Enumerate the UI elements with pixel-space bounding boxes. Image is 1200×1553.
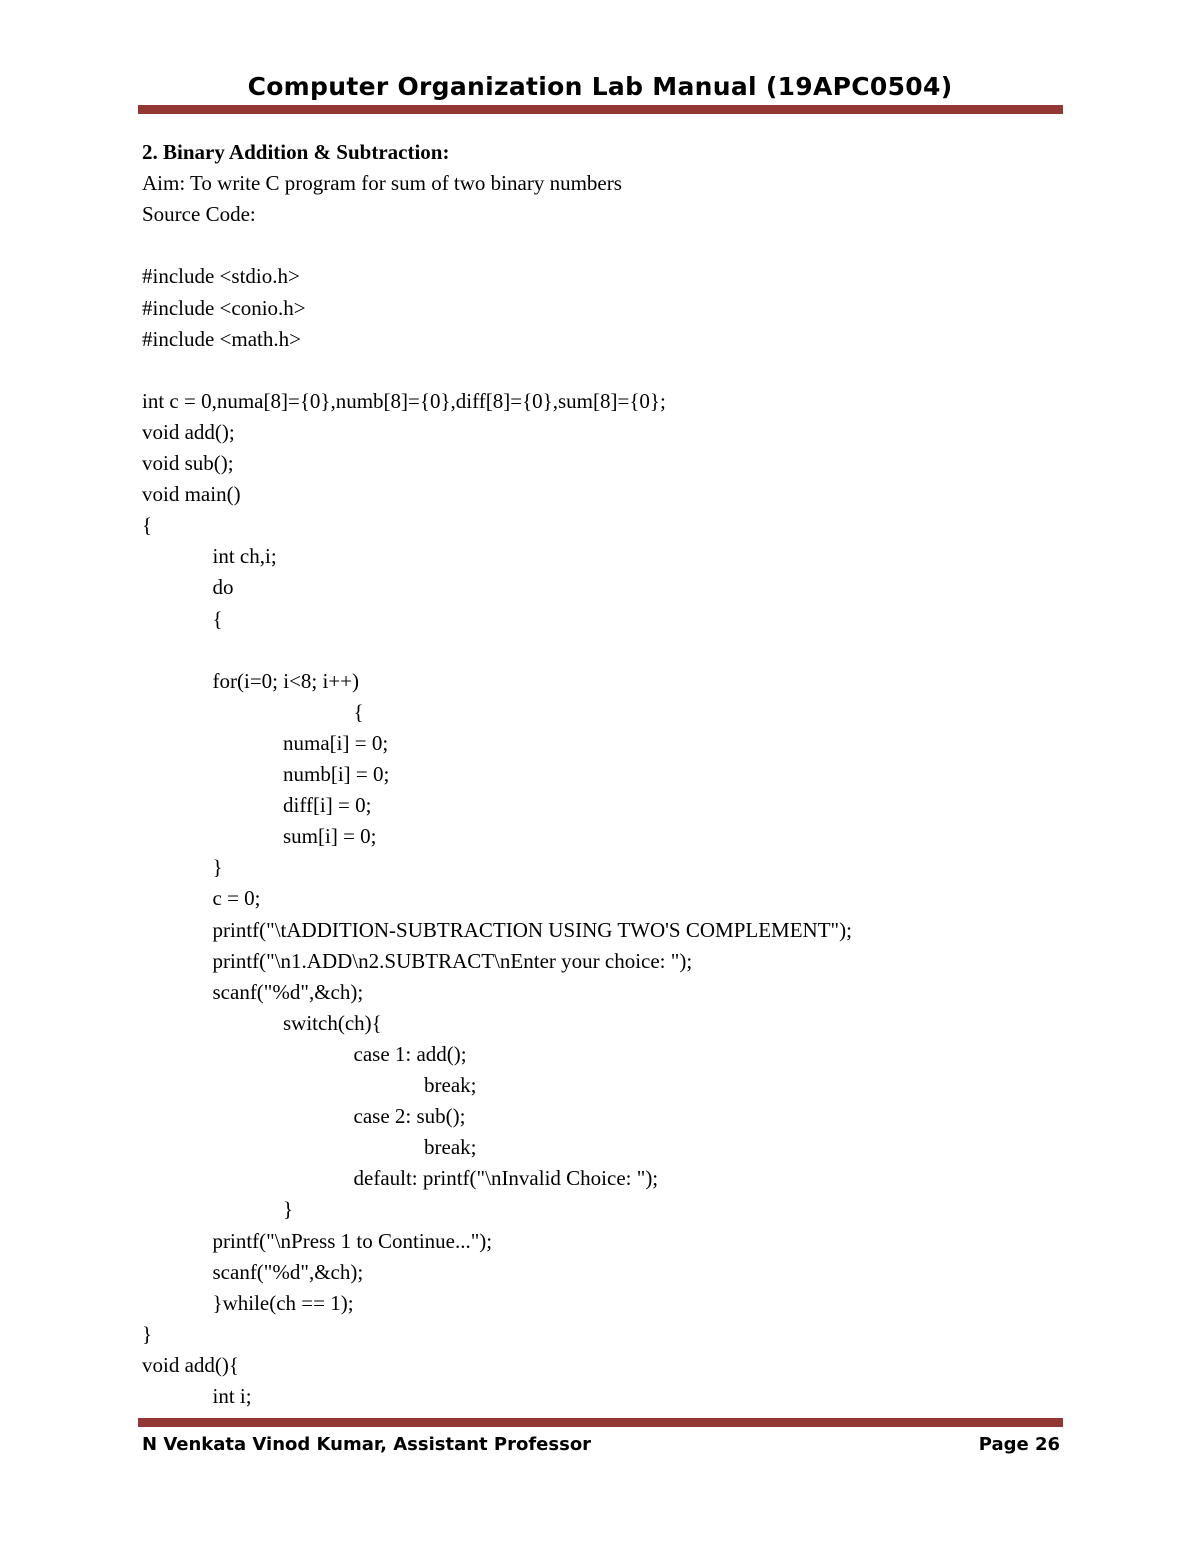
code-line: break; <box>424 1135 477 1160</box>
section-heading: 2. Binary Addition & Subtraction: <box>142 140 450 164</box>
footer-author: N Venkata Vinod Kumar, Assistant Professor <box>142 1434 592 1455</box>
code-line: #include <stdio.h> <box>142 264 300 289</box>
footer-divider <box>138 1418 1063 1427</box>
header-divider <box>138 105 1063 114</box>
code-line: }while(ch == 1); <box>212 1290 354 1315</box>
code-line: } <box>212 855 223 880</box>
code-line: { <box>353 699 364 724</box>
code-line: c = 0; <box>212 886 261 911</box>
code-line: switch(ch){ <box>283 1010 382 1035</box>
code-line: numa[i] = 0; <box>283 730 389 755</box>
code-line: printf("\n1.ADD\n2.SUBTRACT\nEnter your choice: "); <box>212 948 693 973</box>
code-line: void add(); <box>142 419 235 444</box>
code-line: } <box>142 1321 153 1346</box>
code-line: printf("\tADDITION-SUBTRACTION USING TWO'S COMPLEMENT"); <box>212 917 852 942</box>
code-line: default: printf("\nInvalid Choice: "); <box>353 1166 659 1191</box>
source-code-label: Source Code: <box>142 202 256 226</box>
code-line: #include <conio.h> <box>142 295 306 320</box>
code-line: for(i=0; i<8; i++) <box>212 668 360 693</box>
aim-text: Aim: To write C program for sum of two binary numbers <box>142 171 622 195</box>
code-line: #include <math.h> <box>142 326 301 351</box>
code-line: void main() <box>142 482 241 507</box>
code-line: numb[i] = 0; <box>283 762 390 786</box>
code-line: { <box>142 513 153 538</box>
code-line: } <box>283 1197 294 1222</box>
code-line: void sub(); <box>142 451 234 475</box>
code-line: { <box>212 606 223 631</box>
code-line: case 1: add(); <box>353 1041 467 1066</box>
code-line: void add(){ <box>142 1352 239 1377</box>
code-line: break; <box>424 1073 477 1097</box>
code-line: scanf("%d",&ch); <box>212 1259 364 1284</box>
code-line: int ch,i; <box>212 544 277 569</box>
code-line: case 2: sub(); <box>353 1104 466 1129</box>
code-line: sum[i] = 0; <box>283 824 377 849</box>
code-line: scanf("%d",&ch); <box>212 979 364 1004</box>
code-line: int c = 0,numa[8]={0},numb[8]={0},diff[8]={0},sum[8]={0}; <box>142 388 666 413</box>
code-line: do <box>212 575 234 600</box>
code-line: printf("\nPress 1 to Continue..."); <box>212 1228 493 1253</box>
page-header-title: Computer Organization Lab Manual (19APC0504) <box>247 72 953 101</box>
code-line: int i; <box>212 1384 252 1408</box>
code-line: diff[i] = 0; <box>283 793 372 818</box>
footer-page-number: Page 26 <box>978 1434 1060 1455</box>
